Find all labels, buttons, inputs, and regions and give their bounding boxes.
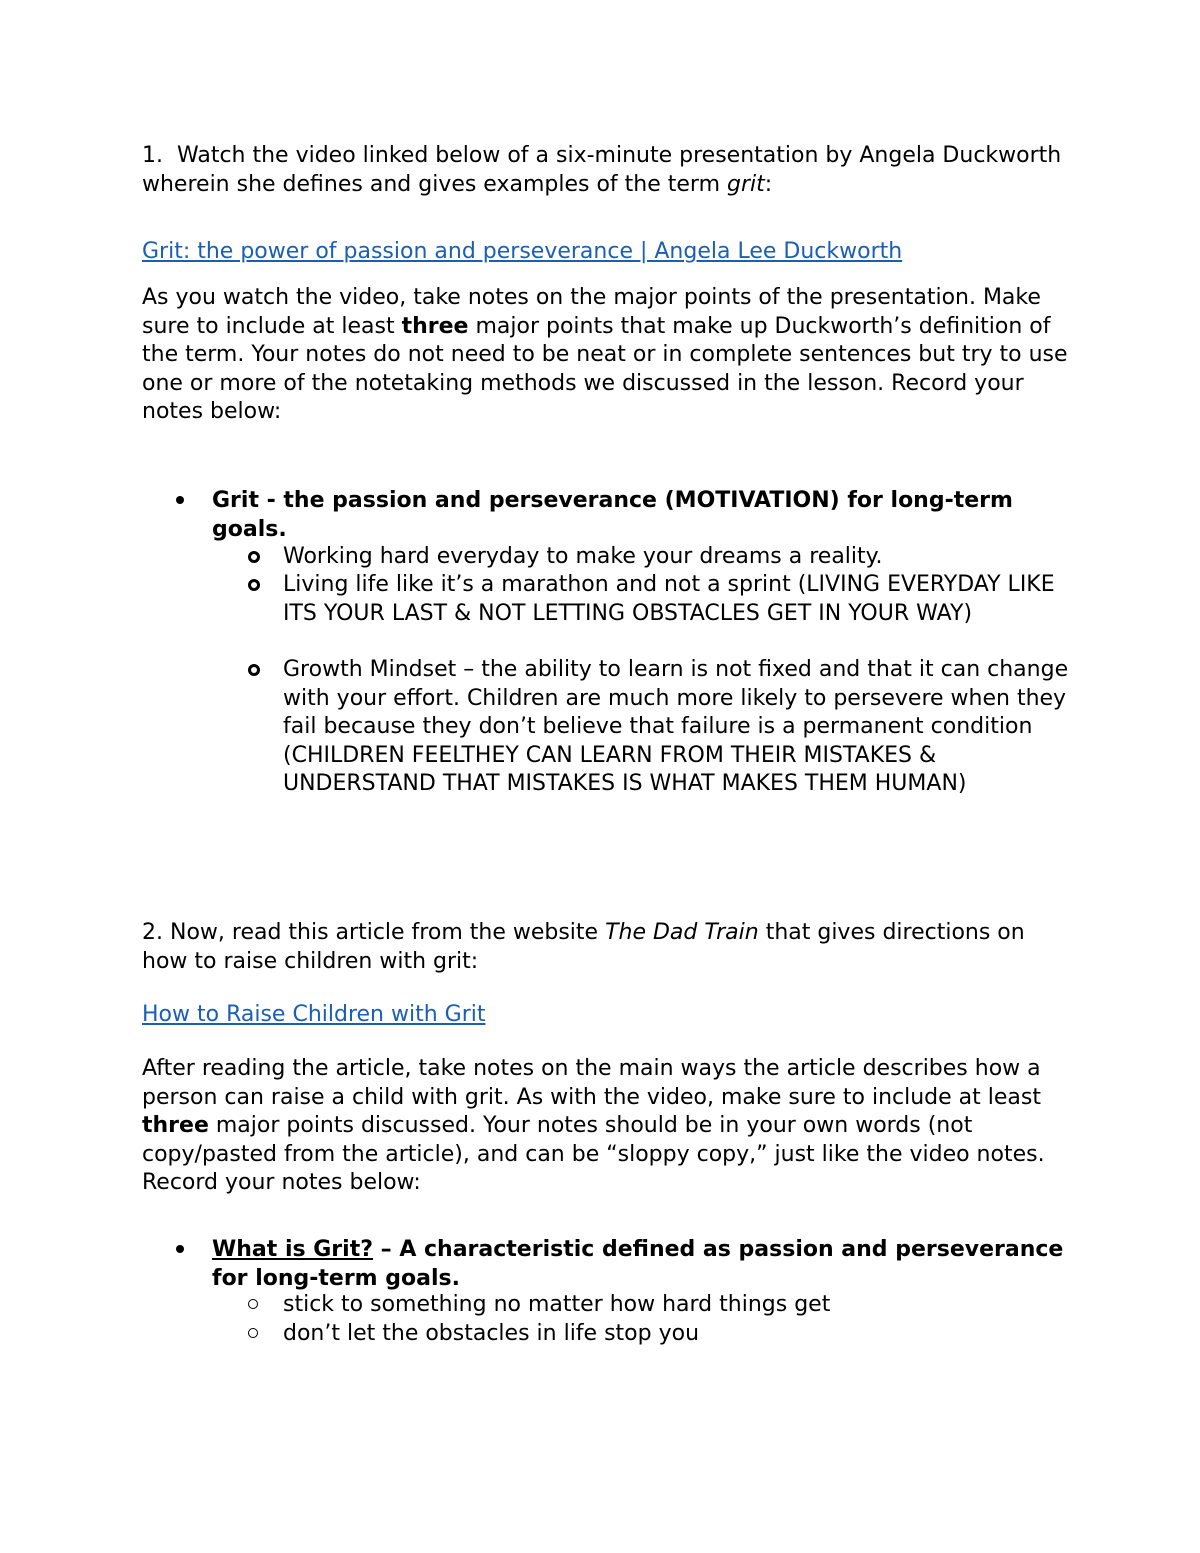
question-1-sub-item: Living life like it’s a marathon and not a sprint (LIVING EVERYDAY LIKE ITS YOUR LAST & NOT LETTING OBSTACLES GET IN YOUR WAY)	[283, 572, 1055, 626]
website-name: The Dad Train	[605, 920, 759, 945]
question-1-intro-text: Watch the video linked below of a six-minute presentation by Angela Duckworth wherein she defines and gives examples of the term	[142, 143, 1062, 197]
question-1-instructions-bold: three	[401, 313, 469, 339]
question-1-intro	[142, 142, 1072, 199]
question-2-bullet-rest: – A characteristic defined as passion and perseverance for long-term goals.	[212, 1237, 1064, 1291]
video-link-line	[142, 238, 1072, 267]
bullet-dot-icon	[174, 1243, 188, 1257]
question-2-instructions	[142, 1055, 1072, 1198]
question-1-instructions-a: As you watch the video, take notes on the major points of the presentation. Make sure to include at least	[142, 285, 1041, 339]
question-2-instructions-b: major points discussed. Your notes should be in your own words (not copy/pasted from the article), and can be “sloppy copy,” just like the video notes. Record your notes below:	[142, 1113, 1045, 1195]
article-link[interactable]: How to Raise Children with Grit	[142, 1002, 486, 1027]
question-2-sub-item: don’t let the obstacles in life stop you	[283, 1321, 700, 1346]
article-link-line	[142, 1001, 1072, 1030]
video-link[interactable]: Grit: the power of passion and perseverance | Angela Lee Duckworth	[142, 239, 903, 264]
bullet-circle-icon	[248, 551, 260, 563]
question-1-sub-item: Working hard everyday to make your dreams a reality.	[283, 544, 883, 569]
term-grit: grit	[727, 171, 765, 197]
question-1-intro-end: :	[764, 171, 773, 197]
question-1-instructions	[142, 284, 1072, 427]
question-2-sub-item: stick to something no matter how hard things get	[283, 1292, 831, 1317]
question-1-bullet: Grit - the passion and perseverance (MOTIVATION) for long-term goals.	[212, 488, 1013, 542]
bullet-dot-icon	[174, 494, 188, 508]
question-2-bullet-label: What is Grit?	[212, 1237, 373, 1262]
question-2-bullet	[212, 1236, 1072, 1293]
question-2-intro-b: that gives directions on how to raise children with grit:	[142, 920, 1025, 974]
question-2-intro-a: 2. Now, read this article from the website	[142, 920, 599, 945]
bullet-circle-icon	[248, 579, 260, 591]
question-1-number: 1.	[142, 143, 163, 168]
question-1-instructions-b: major points that make up Duckworth’s definition of the term. Your notes do not need to be neat or in complete sentences but try to use one or more of the notetaking methods we discussed in the lesson. Record your notes below:	[142, 313, 1068, 424]
question-2-instructions-a: After reading the article, take notes on the main ways the article describes how a person can raise a child with grit. As with the video, make sure to include at least	[142, 1056, 1041, 1110]
question-2-intro	[142, 919, 1072, 976]
bullet-circle-icon	[248, 664, 260, 676]
bullet-circle-icon	[248, 1328, 260, 1340]
question-2-instructions-bold: three	[142, 1113, 209, 1138]
bullet-circle-icon	[248, 1299, 260, 1311]
question-1-sub-item: Growth Mindset – the ability to learn is not fixed and that it can change with your effort. Children are much more likely to persevere when they fail because they don’t believe that failure is a permanent condition (CHILDREN FEELTHEY CAN LEARN FROM THEIR MISTAKES & UNDERSTAND THAT MISTAKES IS WHAT MAKES THEM HUMAN)	[283, 657, 1069, 796]
